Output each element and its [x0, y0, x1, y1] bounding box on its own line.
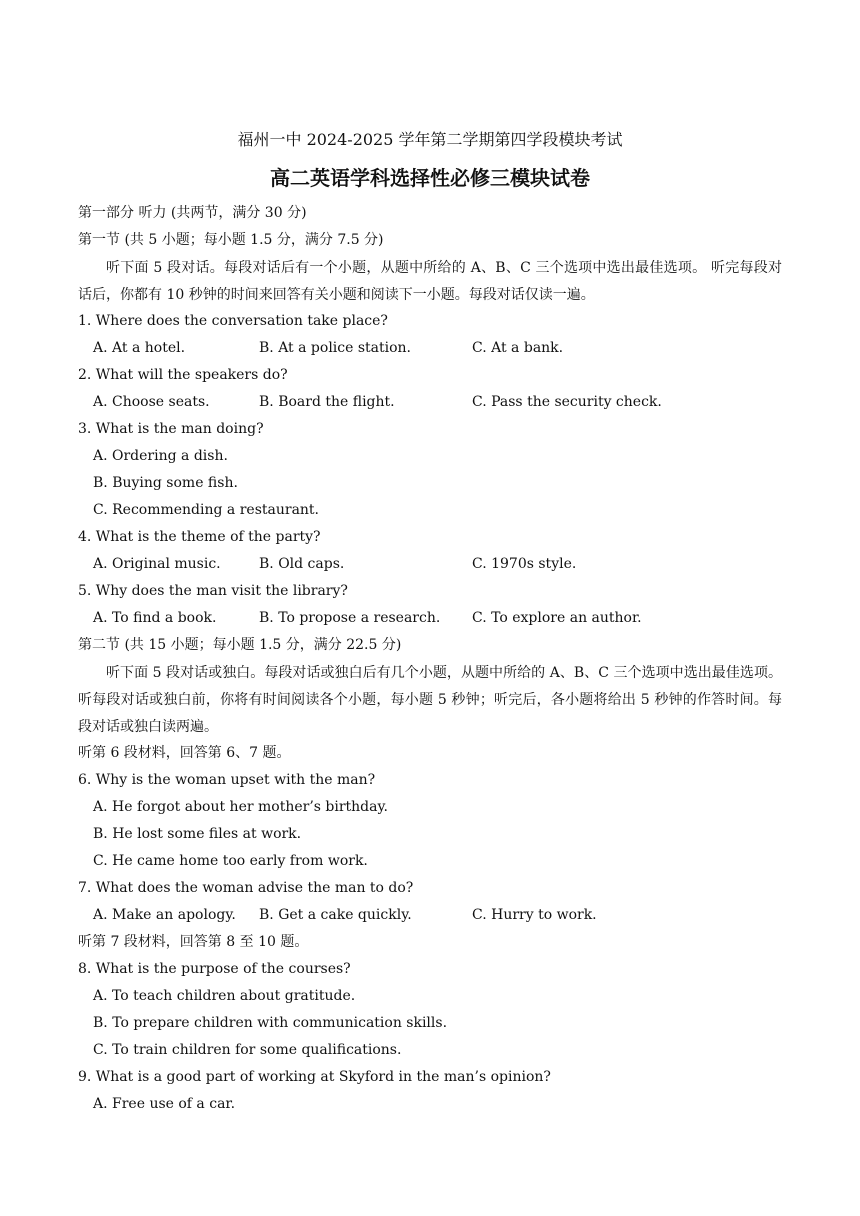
option-b: B. Get a cake quickly.: [259, 907, 412, 923]
option-a: A. Original music.: [93, 556, 221, 572]
material-6-heading: 听第 6 段材料，回答第 6、7 题。: [78, 745, 291, 761]
option-b: B. To prepare children with communication skills.: [93, 1015, 448, 1031]
option-a: A. At a hotel.: [93, 340, 186, 356]
option-a: A. Ordering a dish.: [93, 448, 228, 464]
option-a: A. To teach children about gratitude.: [93, 988, 356, 1004]
option-a: A. He forgot about her mother’s birthday.: [93, 799, 388, 815]
option-c: C. To train children for some qualifications.: [93, 1042, 402, 1058]
option-c: C. Recommending a restaurant.: [93, 502, 320, 518]
section2-instructions: 听下面 5 段对话或独白。每段对话或独白后有几个小题，从题中所给的 A、B、C 三个选项中选出最佳选项。听每段对话或独白前，你将有时间阅读各个小题，每小题 5 秒钟；听完后，各小题将给出 5 秒钟的作答时间。每段对话或独白读两遍。: [78, 665, 782, 735]
section1-instructions: 听下面 5 段对话。每段对话后有一个小题，从题中所给的 A、B、C 三个选项中选出最佳选项。 听完每段对话后，你都有 10 秒钟的时间来回答有关小题和阅读下一小题。每段对话仅读一遍。: [78, 260, 782, 303]
option-b: B. Old caps.: [259, 556, 345, 572]
question-stem: 9. What is a good part of working at Skyford in the man’s opinion?: [78, 1069, 551, 1085]
section2-heading: 第二节 (共 15 小题；每小题 1.5 分，满分 22.5 分): [78, 637, 402, 653]
material-7-heading: 听第 7 段材料，回答第 8 至 10 题。: [78, 934, 309, 950]
option-a: A. Choose seats.: [93, 394, 210, 410]
option-b: B. To propose a research.: [259, 610, 441, 626]
option-a: A. Free use of a car.: [93, 1096, 236, 1112]
question-stem: 3. What is the man doing?: [78, 421, 264, 437]
option-a: A. Make an apology.: [93, 907, 236, 923]
question-stem: 2. What will the speakers do?: [78, 367, 288, 383]
school-exam-title: 福州一中 2024-2025 学年第二学期第四学段模块考试: [237, 130, 623, 149]
option-c: C. At a bank.: [472, 340, 564, 356]
section1-heading: 第一节 (共 5 小题；每小题 1.5 分，满分 7.5 分): [78, 232, 384, 248]
option-a: A. To find a book.: [93, 610, 217, 626]
option-b: B. At a police station.: [259, 340, 412, 356]
option-c: C. 1970s style.: [472, 556, 577, 572]
option-c: C. Hurry to work.: [472, 907, 597, 923]
question-stem: 7. What does the woman advise the man to do?: [78, 880, 414, 896]
question-stem: 5. Why does the man visit the library?: [78, 583, 348, 599]
option-b: B. He lost some files at work.: [93, 826, 302, 842]
option-c: C. To explore an author.: [472, 610, 642, 626]
question-stem: 6. Why is the woman upset with the man?: [78, 772, 376, 788]
question-stem: 1. Where does the conversation take place?: [78, 313, 388, 329]
option-b: B. Buying some fish.: [93, 475, 238, 491]
question-stem: 4. What is the theme of the party?: [78, 529, 321, 545]
part-heading: 第一部分 听力 (共两节，满分 30 分): [78, 205, 307, 221]
paper-title: 高二英语学科选择性必修三模块试卷: [270, 166, 590, 190]
option-b: B. Board the flight.: [259, 394, 395, 410]
question-stem: 8. What is the purpose of the courses?: [78, 961, 351, 977]
option-c: C. He came home too early from work.: [93, 853, 368, 869]
option-c: C. Pass the security check.: [472, 394, 662, 410]
